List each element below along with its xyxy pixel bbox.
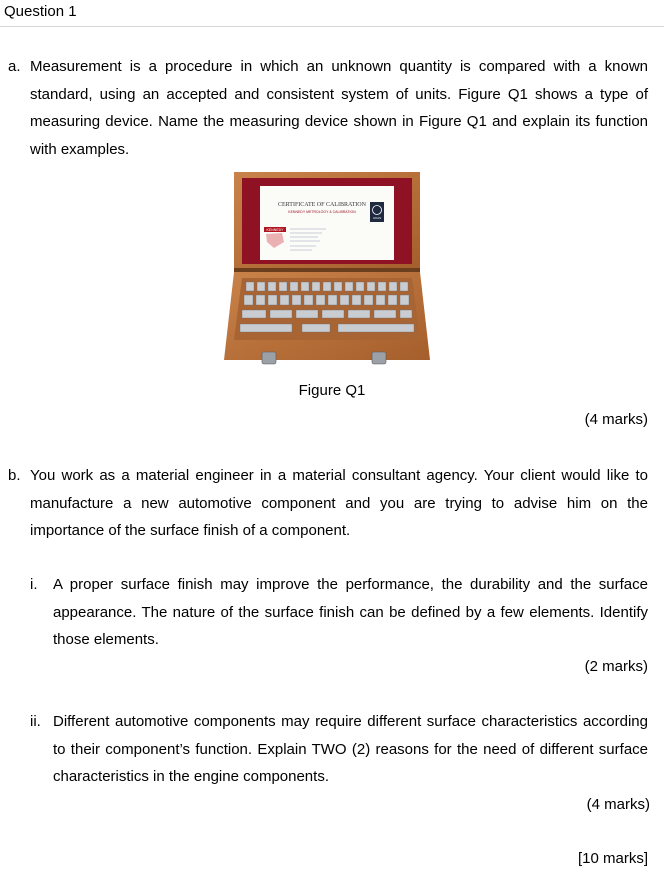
question-header [0,0,664,27]
certificate-brand: KENNEDY [266,228,284,232]
part-b-ii-marks: (4 marks) [586,796,650,813]
part-b-ii-text: Different automotive components may require different surface characteristics according to their component’s function. Explain TWO (2) reasons for the need of different surface characteristics in the engine components. [53,713,648,786]
figure-caption: Figure Q1 [298,382,366,399]
part-b-text: You work as a material engineer in a material consultant agency. Your client would like to manufacture a new automotive component and you are trying to advise him on the importance of the surface finish of a component. [30,467,648,540]
part-a-marks: (4 marks) [584,411,648,428]
part-b-i-marks: (2 marks) [584,658,648,675]
part-a-label: a. [8,58,21,75]
certificate-subtitle: KENNEDY METROLOGY & CALIBRATION [288,210,356,214]
part-a-text: Measurement is a procedure in which an unknown quantity is compared with a known standard, using an accepted and consistent system of units. Figure Q1 shows a type of measuring device. Name the measuring device shown in Figure Q1 and explain its function with examples. [30,58,648,158]
figure-q1-gauge-block-set [224,172,430,368]
question-title: Question 1 [4,3,77,20]
part-b-i-text: A proper surface finish may improve the performance, the durability and the surface appearance. The nature of the surface finish can be defined by a few elements. Identify those elements. [53,576,648,649]
part-b-ii-label: ii. [30,713,41,730]
part-b-label: b. [8,467,21,484]
certificate-badge: UKAS [372,216,382,220]
certificate-title: CERTIFICATE OF CALIBRATION [278,202,366,208]
total-marks: [10 marks] [577,850,648,867]
part-b-i-label: i. [30,576,38,593]
